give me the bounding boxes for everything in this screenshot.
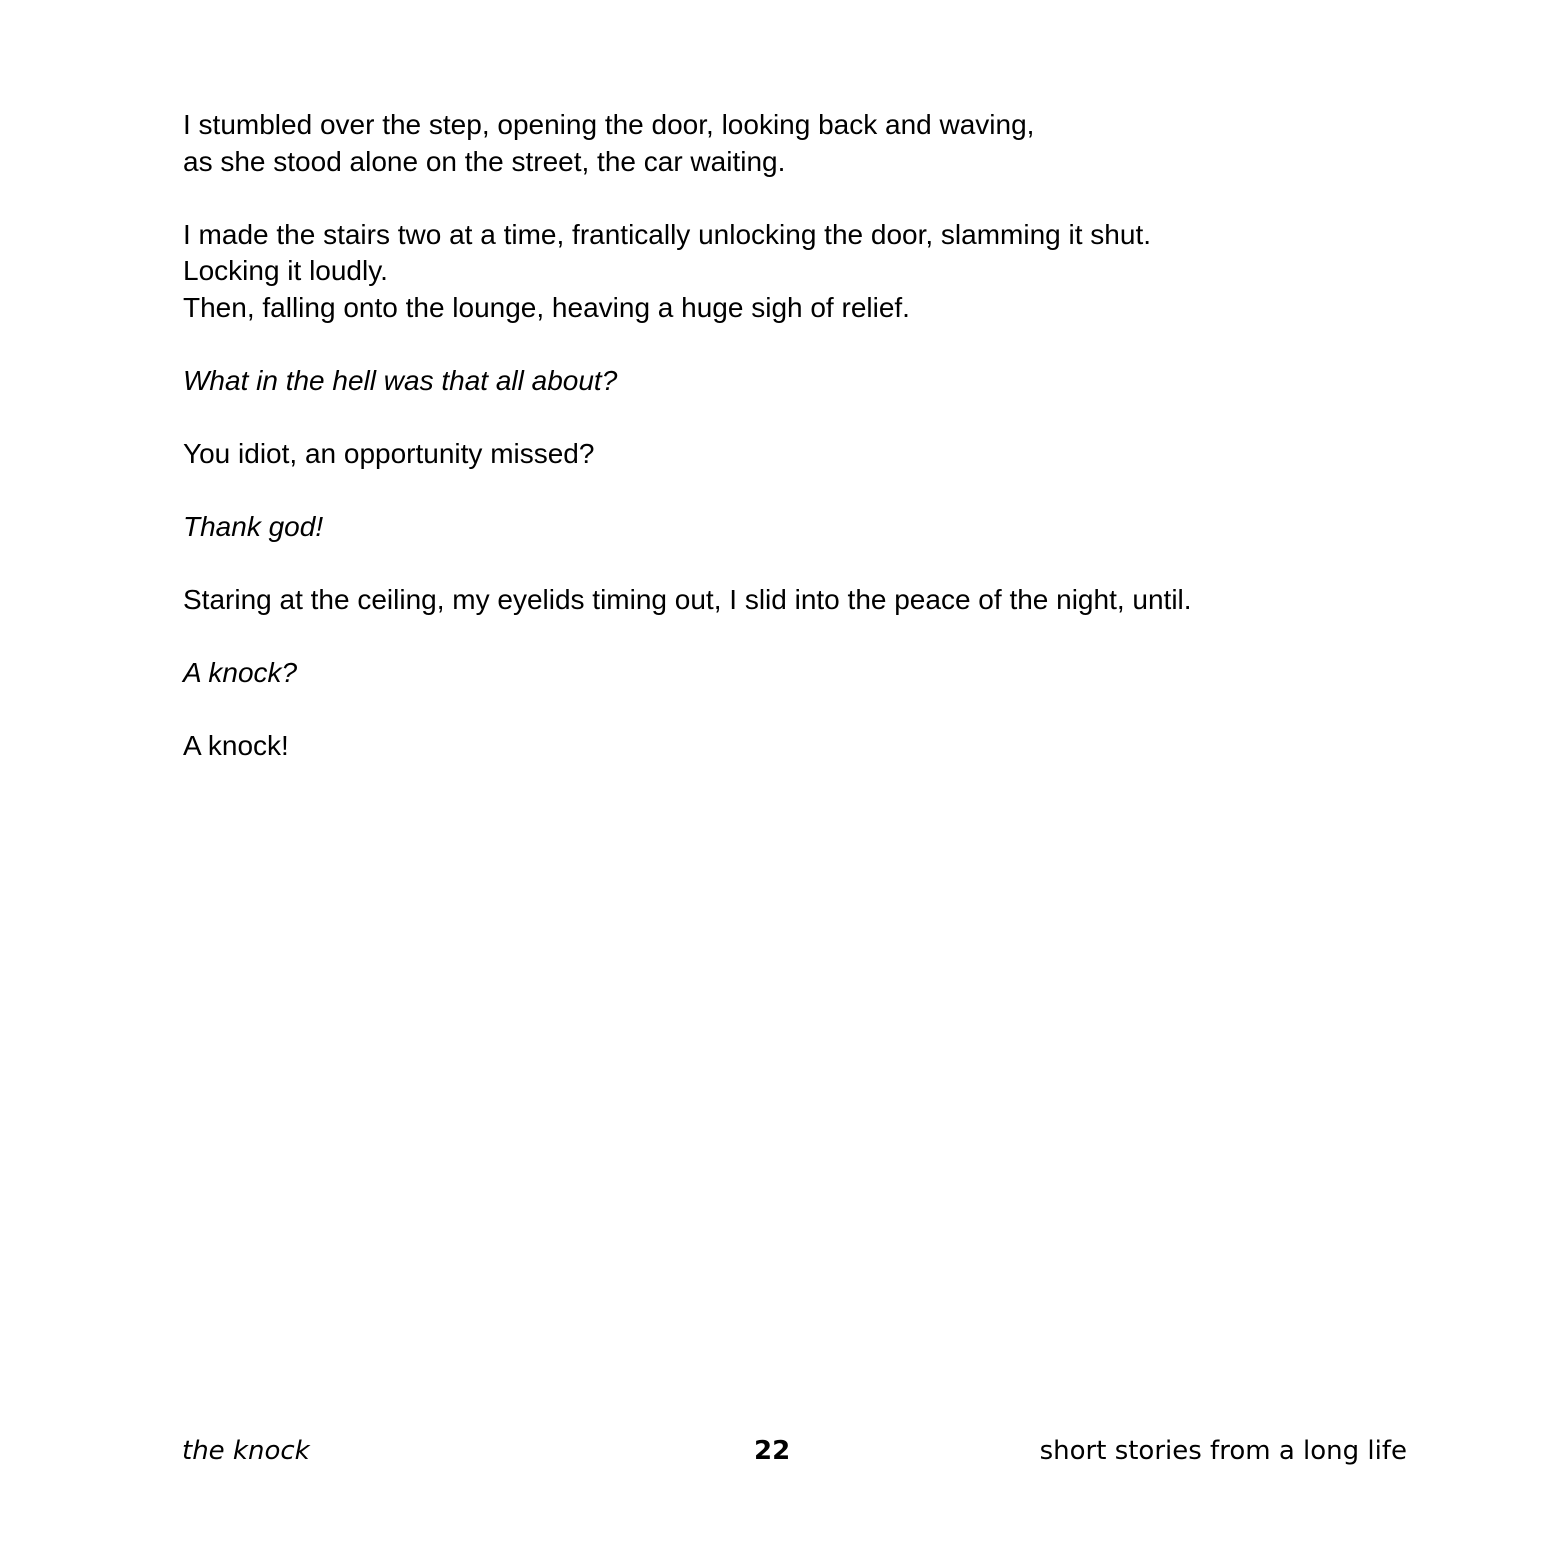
paragraph-5	[183, 509, 1423, 546]
paragraph-1	[183, 107, 1423, 180]
paragraph-6	[183, 582, 1423, 619]
text-line: Locking it loudly.	[183, 255, 388, 286]
text-line: I stumbled over the step, opening the door, looking back and waving,	[183, 109, 1035, 140]
text-line: Then, falling onto the lounge, heaving a huge sigh of relief.	[183, 291, 910, 323]
page-footer	[0, 1436, 1557, 1476]
text-line: Thank god!	[183, 510, 324, 542]
text-line: as she stood alone on the street, the car waiting.	[183, 145, 786, 177]
paragraph-8	[183, 728, 1423, 765]
text-line: A knock!	[183, 729, 289, 761]
footer-book-title: short stories from a long life	[1039, 1436, 1407, 1466]
text-line: What in the hell was that all about?	[183, 364, 618, 396]
text-line: Staring at the ceiling, my eyelids timing out, I slid into the peace of the night, until.	[183, 583, 1192, 615]
text-line: You idiot, an opportunity missed?	[183, 437, 595, 469]
footer-page-number: 22	[754, 1436, 791, 1466]
paragraph-3	[183, 363, 1423, 400]
text-line: A knock?	[183, 656, 298, 688]
story-body	[183, 107, 1423, 801]
paragraph-7	[183, 655, 1423, 692]
footer-story-title: the knock	[182, 1436, 310, 1466]
text-line: I made the stairs two at a time, frantically unlocking the door, slamming it shut.	[183, 218, 1151, 250]
paragraph-4	[183, 436, 1423, 473]
paragraph-2	[183, 217, 1423, 327]
